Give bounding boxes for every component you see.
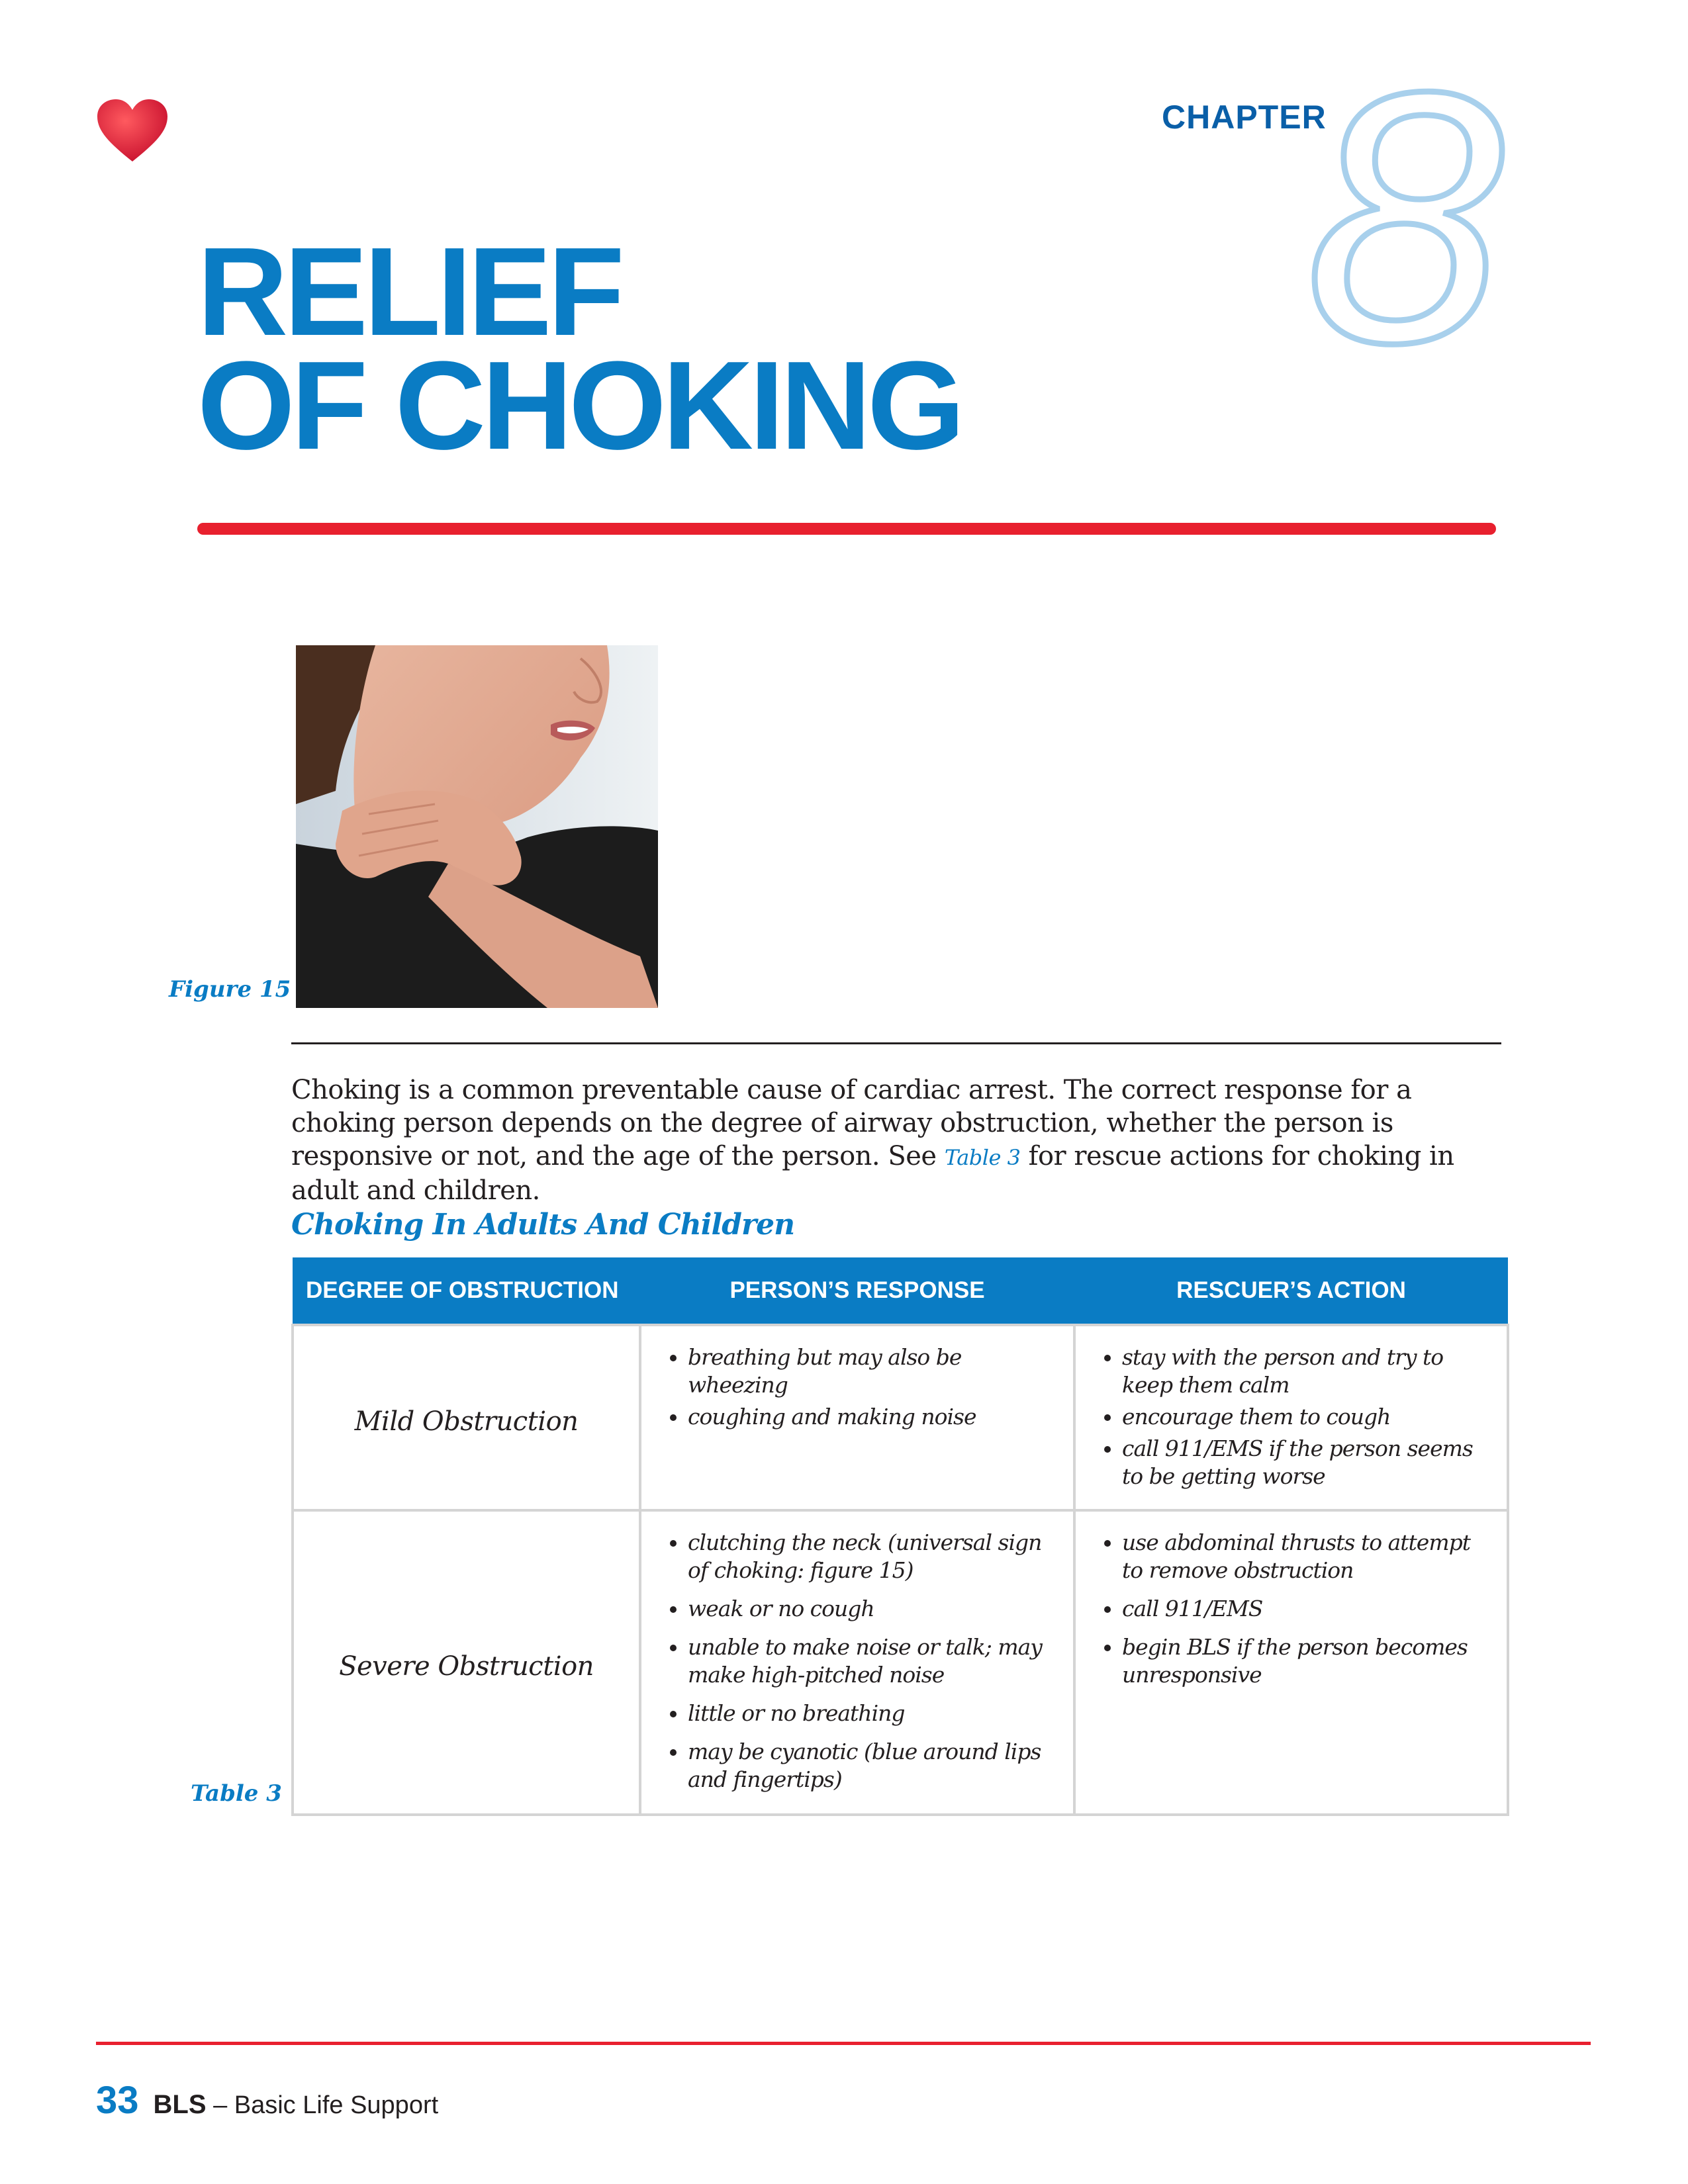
table-header-row (293, 1257, 1508, 1325)
heart-icon (96, 98, 169, 164)
figure-label: Figure 15 (169, 976, 291, 1003)
response-cell (640, 1510, 1074, 1815)
choking-photo (296, 645, 658, 1008)
table-title: Choking In Adults And Children (291, 1208, 795, 1242)
section-divider (291, 1042, 1501, 1044)
table-label: Table 3 (191, 1780, 282, 1807)
footer-divider (96, 2042, 1591, 2045)
list-item: • encourage them to cough (1122, 1403, 1491, 1431)
footer-book-title: BLS (153, 2090, 207, 2119)
title-divider (197, 523, 1496, 535)
list-item: • may be cyanotic (blue around lips and fingertips) (688, 1738, 1057, 1794)
action-cell (1074, 1510, 1508, 1815)
intro-text-after: for rescue actions for choking in adult and children. (291, 1141, 1454, 1206)
table-row-severe (293, 1510, 1508, 1815)
column-header-degree: DEGREE OF OBSTRUCTION (293, 1257, 640, 1325)
list-item: • breathing but may also be wheezing (688, 1343, 1057, 1399)
table-reference-link[interactable]: Table 3 (944, 1145, 1021, 1170)
page-title (197, 222, 961, 476)
list-item: • use abdominal thrusts to attempt to remove obstruction (1122, 1529, 1491, 1584)
degree-cell: Severe Obstruction (293, 1510, 640, 1815)
response-list (657, 1529, 1057, 1794)
list-item: • call 911/EMS if the person seems to be getting worse (1122, 1435, 1491, 1490)
list-item: • weak or no cough (688, 1595, 1057, 1623)
response-list (657, 1343, 1057, 1431)
list-item: • stay with the person and try to keep them calm (1122, 1343, 1491, 1399)
action-cell (1074, 1325, 1508, 1510)
chapter-number (1291, 60, 1529, 364)
list-item: • coughing and making noise (688, 1403, 1057, 1431)
intro-text-before: Choking is a common preventable cause of cardiac arrest. The correct response for a choking person depends on the degree of airway obstruction, whether the person is responsive or not, and the age of the person. See (291, 1075, 1412, 1171)
list-item: • unable to make noise or talk; may make high-pitched noise (688, 1633, 1057, 1689)
title-line-1: RELIEF (197, 222, 621, 362)
list-item: • call 911/EMS (1122, 1595, 1491, 1623)
column-header-response: PERSON’S RESPONSE (640, 1257, 1074, 1325)
column-header-action: RESCUER’S ACTION (1074, 1257, 1508, 1325)
page-footer (96, 2078, 438, 2122)
action-list (1092, 1529, 1491, 1689)
table-row-mild (293, 1325, 1508, 1510)
title-line-2: OF CHOKING (197, 336, 961, 476)
list-item: • begin BLS if the person becomes unresponsive (1122, 1633, 1491, 1689)
response-cell (640, 1325, 1074, 1510)
degree-cell: Mild Obstruction (293, 1325, 640, 1510)
list-item: • little or no breathing (688, 1700, 1057, 1727)
choking-table (291, 1257, 1509, 1816)
action-list (1092, 1343, 1491, 1490)
list-item: • clutching the neck (universal sign of choking: figure 15) (688, 1529, 1057, 1584)
chapter-label: CHAPTER (1162, 99, 1327, 136)
intro-paragraph (291, 1073, 1503, 1207)
page-number: 33 (96, 2079, 139, 2122)
svg-text:8: 8 (1305, 60, 1505, 364)
footer-subtitle: – Basic Life Support (206, 2091, 439, 2119)
